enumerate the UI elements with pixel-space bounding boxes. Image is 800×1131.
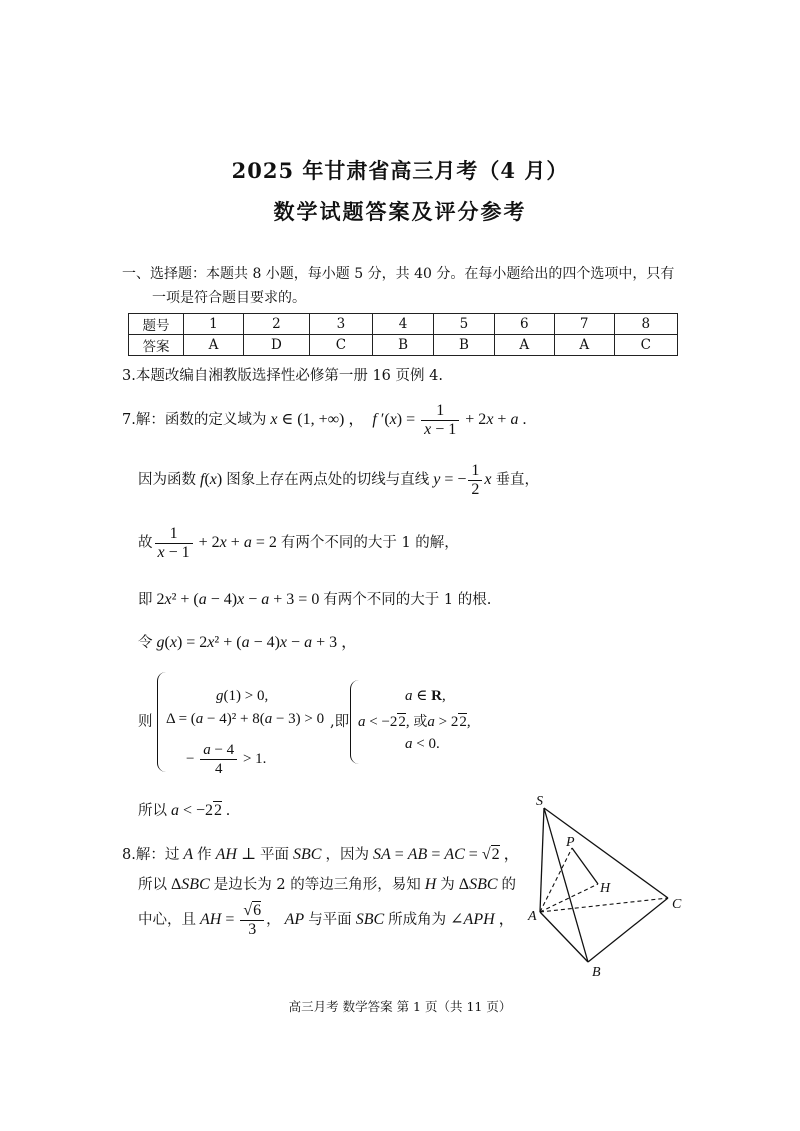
q7-line3-a: 故 — [138, 535, 153, 552]
system-1-row-3: − $\frac{a - 4}{4}$ > 1. — [186, 742, 267, 777]
q8-line1-b: 作 — [197, 847, 212, 863]
q7-huo-label: 或 — [413, 714, 428, 730]
answer-table — [128, 313, 678, 356]
label-p: P — [566, 835, 575, 850]
table-row — [129, 335, 678, 356]
table-cell: C — [309, 335, 372, 356]
table-cell: 6 — [494, 314, 554, 335]
q8-line3-d: 所成角为 — [388, 912, 447, 929]
q8-line2-a: 所以 — [138, 877, 167, 893]
q7-line-5: 令 g(x) = 2x² + (a − 4)x − a + 3 ， — [138, 634, 358, 651]
label-s: S — [536, 794, 543, 809]
edge-sa — [540, 808, 544, 912]
table-cell: B — [373, 335, 434, 356]
q7-conclusion: 所以 a < −22 . — [138, 802, 231, 819]
q7-line-4: 即 2x² + (a − 4)x − a + 3 = 0 有两个不同的大于 1 的根. — [138, 591, 492, 608]
section-1-instructions — [122, 262, 682, 310]
q7-line-1: 7.解：函数的定义域为 x ∈ (1, +∞) ， f ′(x) = $\frac{1}{x - 1}$ + 2x + a . — [122, 402, 527, 438]
label-a: A — [528, 909, 537, 924]
q7-label: 7.解： — [122, 412, 165, 429]
table-cell: B — [433, 335, 494, 356]
q8-line1-c: 平面 — [260, 847, 289, 863]
table-cell: A — [494, 335, 554, 356]
table-cell: A — [554, 335, 614, 356]
table-cell: 7 — [554, 314, 614, 335]
q8-line2-d: 的 — [501, 877, 517, 893]
page-footer: 高三月考 数学答案 第 1 页（共 11 页） — [288, 999, 512, 1014]
label-h: H — [600, 881, 611, 896]
q7-line5-a: 令 — [138, 635, 153, 651]
q7-line-3: 故 $\frac{1}{x - 1}$ + 2x + a = 2 有两个不同的大于 1 的解， — [138, 525, 459, 561]
label-c: C — [672, 897, 682, 912]
segment-ph — [572, 848, 598, 884]
q7-line3-b: 有两个不同的大于 1 的解， — [280, 535, 459, 552]
tetrahedron-figure — [522, 790, 692, 980]
edge-bc — [588, 898, 668, 962]
system-2-row-2: a < −22, 或a > 22, — [358, 714, 471, 730]
q7-line2-a: 因为函数 — [138, 472, 196, 489]
q8-line1-d: ，因为 — [325, 847, 369, 863]
segment-ah — [540, 884, 598, 912]
edge-ac-hidden — [540, 898, 668, 912]
q7-line2-c: 垂直， — [495, 472, 539, 489]
q8-line3-b: ， — [266, 912, 281, 929]
system-1-row-2: Δ = (a − 4)² + 8(a − 3) > 0 — [166, 711, 325, 727]
q7-ji-label: ,即 — [330, 714, 350, 730]
system-2-row-1: a ∈ R, — [405, 688, 446, 704]
table-cell: 8 — [614, 314, 677, 335]
q8-line2-b: 是边长为 2 的等边三角形，易知 — [213, 877, 421, 893]
system-1-row-1: g(1) > 0, — [216, 688, 269, 704]
table-header-cell: 答案 — [129, 335, 184, 356]
table-cell: C — [614, 335, 677, 356]
q8-line1-a: 过 — [164, 847, 180, 863]
q7-line4-a: 即 — [138, 592, 153, 608]
q8-label: 8.解： — [122, 847, 165, 863]
q8-line-3: 中心，且 AH = $\frac{√6}{3}$ ， AP 与平面 SBC 所成角为 ∠APH ， — [138, 902, 515, 938]
q7-line4-b: 有两个不同的大于 1 的根. — [323, 592, 492, 608]
page-title: 2025 年甘肃省高三月考（4 月） — [231, 158, 569, 183]
left-brace-1 — [157, 672, 166, 772]
section-1-line-1: 一、选择题：本题共 8 小题，每小题 5 分，共 40 分。在每小题给出的四个选项中，只有 — [122, 266, 675, 282]
q8-line3-a: 中心，且 — [138, 912, 196, 929]
q7-then-label: 则 — [138, 714, 153, 730]
q7-domain-text: 函数的定义域为 — [164, 412, 267, 429]
table-header-cell: 题号 — [129, 314, 184, 335]
page-subtitle: 数学试题答案及评分参考 — [273, 199, 527, 224]
q7-line-2: 因为函数 f(x) 图象上存在两点处的切线与直线 y = − $\frac{1}{2}$ x 垂直， — [138, 462, 539, 498]
table-row — [129, 314, 678, 335]
table-cell: 2 — [243, 314, 309, 335]
q8-line3-c: 与平面 — [308, 912, 352, 929]
table-cell: D — [243, 335, 309, 356]
table-cell: 4 — [373, 314, 434, 335]
note-3: 3.本题改编自湘教版选择性必修第一册 16 页例 4. — [122, 368, 443, 384]
segment-ap — [540, 848, 572, 912]
label-b: B — [592, 965, 601, 980]
table-cell: A — [184, 335, 244, 356]
q8-line-1: 8.解：过 A 作 AH ⊥ 平面 SBC ，因为 SA = AB = AC = √2 ， — [122, 846, 520, 863]
q8-line-2: 所以 ΔSBC 是边长为 2 的等边三角形，易知 H 为 ΔSBC 的 — [138, 876, 517, 893]
system-2-row-3: a < 0. — [405, 736, 440, 752]
q7-line2-b: 图象上存在两点处的切线与直线 — [226, 472, 430, 489]
table-cell: 3 — [309, 314, 372, 335]
q8-line2-c: 为 — [440, 877, 455, 893]
table-cell: 1 — [184, 314, 244, 335]
section-1-line-2: 一项是符合题目要求的。 — [152, 290, 306, 306]
table-cell: 5 — [433, 314, 494, 335]
q7-so-label: 所以 — [138, 803, 167, 819]
